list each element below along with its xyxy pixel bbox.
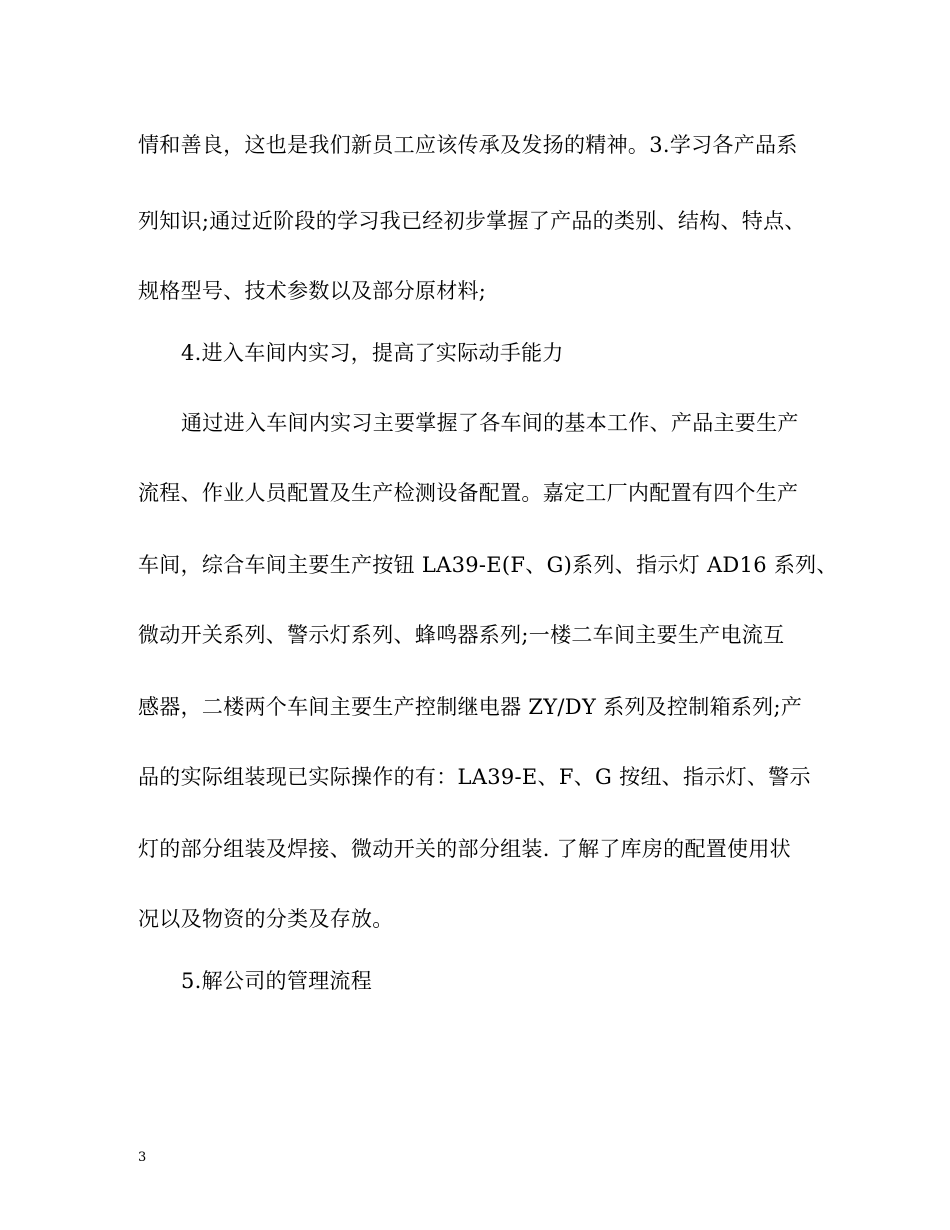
text-line-2: 列知识;通过近阶段的学习我已经初步掌握了产品的类别、结构、特点、 (138, 209, 806, 233)
section-heading-4: 4.进入车间内实习，提高了实际动手能力 (181, 341, 564, 365)
text-line-6: 流程、作业人员配置及生产检测设备配置。嘉定工厂内配置有四个生产 (138, 481, 799, 505)
text-line-8: 微动开关系列、警示灯系列、蜂鸣器系列;一楼二车间主要生产电流互 (138, 623, 785, 647)
section-heading-5: 5.解公司的管理流程 (181, 969, 373, 993)
text-line-3: 规格型号、技术参数以及部分原材料; (138, 279, 487, 303)
text-line-5: 通过进入车间内实习主要掌握了各车间的基本工作、产品主要生产 (181, 411, 799, 435)
text-line-9: 感器，二楼两个车间主要生产控制继电器 ZY/DY 系列及控制箱系列;产 (138, 695, 803, 719)
text-line-11: 灯的部分组装及焊接、微动开关的部分组装. 了解了库房的配置使用状 (138, 837, 791, 861)
page-number: 3 (138, 1150, 147, 1165)
text-line-12: 况以及物资的分类及存放。 (138, 907, 394, 931)
text-line-1: 情和善良，这也是我们新员工应该传承及发扬的精神。3.学习各产品系 (138, 133, 798, 157)
text-line-10: 品的实际组装现已实际操作的有：LA39-E、F、G 按纽、指示灯、警示 (138, 765, 811, 789)
text-line-7: 车间，综合车间主要生产按钮 LA39-E(F、G)系列、指示灯 AD16 系列、 (138, 553, 838, 577)
